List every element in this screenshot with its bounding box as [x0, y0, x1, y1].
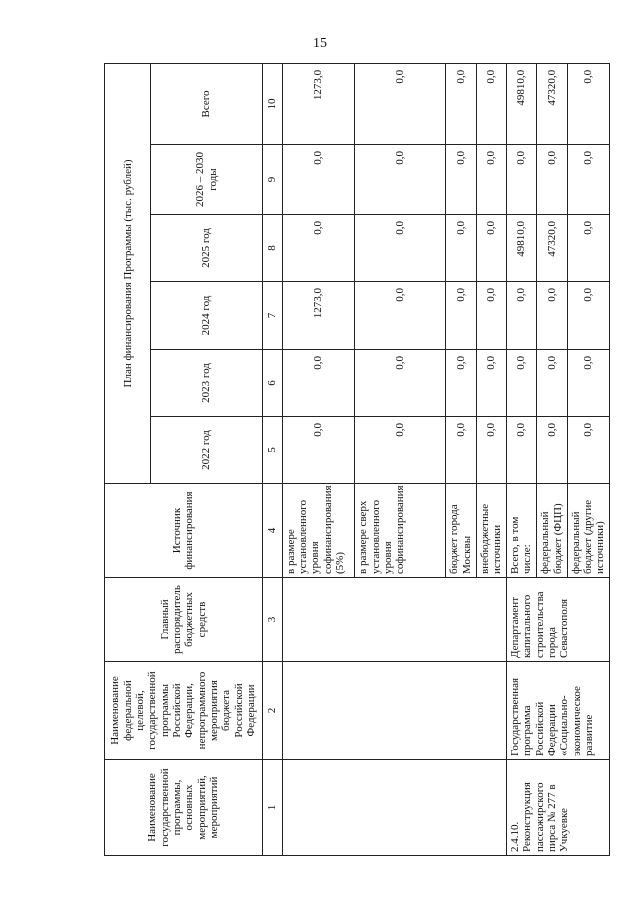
value-2023: 0,0: [537, 350, 567, 417]
financing-plan-table: [104, 63, 610, 856]
budget-manager-cell: [282, 578, 506, 662]
value-total: 47320,0: [537, 63, 567, 144]
value-2024: 0,0: [567, 282, 609, 350]
header-federal-program: Наименование федеральной целевой, государственной программы Российской Федерации, непрограммного мероприятия бюджета Российской Федерации: [105, 662, 263, 760]
column-number: 7: [262, 282, 282, 350]
funding-source-cell: в размере сверх установленного уровня софинансирования: [355, 484, 446, 578]
table-row: [506, 63, 536, 855]
header-total: Всего: [151, 63, 262, 144]
value-2023: 0,0: [446, 350, 476, 417]
value-2024: 0,0: [355, 282, 446, 350]
value-2025: 0,0: [282, 215, 355, 282]
header-financing-plan: План финансирования Программы (тыс. рублей): [105, 63, 151, 483]
header-years-2026-2030: 2026 – 2030 годы: [151, 145, 262, 215]
funding-source-cell: Всего, в том числе:: [506, 484, 536, 578]
value-2026-2030: 0,0: [506, 145, 536, 215]
header-year-2025: 2025 год: [151, 215, 262, 282]
value-total: 0,0: [567, 63, 609, 144]
value-2026-2030: 0,0: [282, 145, 355, 215]
header-year-2023: 2023 год: [151, 350, 262, 417]
rotated-table-frame: [104, 64, 610, 856]
value-total: 1273,0: [282, 63, 355, 144]
table-container: [104, 64, 610, 856]
column-number: 2: [262, 662, 282, 760]
value-2025: 0,0: [446, 215, 476, 282]
value-total: 0,0: [446, 63, 476, 144]
header-year-2022: 2022 год: [151, 417, 262, 484]
value-2023: 0,0: [506, 350, 536, 417]
value-2025: 49810,0: [506, 215, 536, 282]
column-number: 6: [262, 350, 282, 417]
value-total: 0,0: [476, 63, 506, 144]
funding-source-cell: бюджет города Москвы: [446, 484, 476, 578]
value-2024: 1273,0: [282, 282, 355, 350]
federal-program-cell: Государственная программа Российской Федерации «Социально-экономическое развитие: [506, 662, 609, 760]
value-2024: 0,0: [446, 282, 476, 350]
value-2026-2030: 0,0: [567, 145, 609, 215]
value-2024: 0,0: [506, 282, 536, 350]
value-2025: 47320,0: [537, 215, 567, 282]
column-numbers-row: [262, 63, 282, 855]
column-number: 8: [262, 215, 282, 282]
funding-source-cell: в размере установленного уровня софинансирования (5%): [282, 484, 355, 578]
funding-source-cell: федеральный бюджет (ФЦП): [537, 484, 567, 578]
funding-source-cell: федеральный бюджет (другие источники): [567, 484, 609, 578]
header-year-2024: 2024 год: [151, 282, 262, 350]
column-number: 4: [262, 484, 282, 578]
value-2025: 0,0: [355, 215, 446, 282]
column-number: 1: [262, 760, 282, 856]
value-total: 0,0: [355, 63, 446, 144]
value-2024: 0,0: [537, 282, 567, 350]
funding-source-cell: внебюджетные источники: [476, 484, 506, 578]
column-number: 10: [262, 63, 282, 144]
budget-manager-cell: Департамент капитального строительства города Севастополя: [506, 578, 609, 662]
value-2023: 0,0: [282, 350, 355, 417]
program-name-cell: 2.4.10. Реконструкция пассажирского пирса № 277 в Учкуевке: [506, 760, 609, 856]
column-number: 9: [262, 145, 282, 215]
value-2022: 0,0: [282, 417, 355, 484]
header-program-name: Наименование государственной программы, основных мероприятий, мероприятий: [105, 760, 263, 856]
value-2026-2030: 0,0: [355, 145, 446, 215]
value-2022: 0,0: [355, 417, 446, 484]
value-2026-2030: 0,0: [446, 145, 476, 215]
page-number: 15: [313, 36, 327, 51]
header-budget-manager: Главный распорядитель бюджетных средств: [105, 578, 263, 662]
value-2023: 0,0: [355, 350, 446, 417]
value-2025: 0,0: [476, 215, 506, 282]
value-2022: 0,0: [537, 417, 567, 484]
value-2022: 0,0: [476, 417, 506, 484]
program-name-cell: [282, 760, 506, 856]
table-row: [282, 63, 355, 855]
value-2023: 0,0: [476, 350, 506, 417]
header-funding-source: Источник финансирования: [105, 484, 263, 578]
value-2024: 0,0: [476, 282, 506, 350]
value-2022: 0,0: [446, 417, 476, 484]
column-number: 5: [262, 417, 282, 484]
value-total: 49810,0: [506, 63, 536, 144]
value-2022: 0,0: [567, 417, 609, 484]
value-2025: 0,0: [567, 215, 609, 282]
value-2023: 0,0: [567, 350, 609, 417]
value-2022: 0,0: [506, 417, 536, 484]
column-number: 3: [262, 578, 282, 662]
federal-program-cell: [282, 662, 506, 760]
value-2026-2030: 0,0: [537, 145, 567, 215]
value-2026-2030: 0,0: [476, 145, 506, 215]
